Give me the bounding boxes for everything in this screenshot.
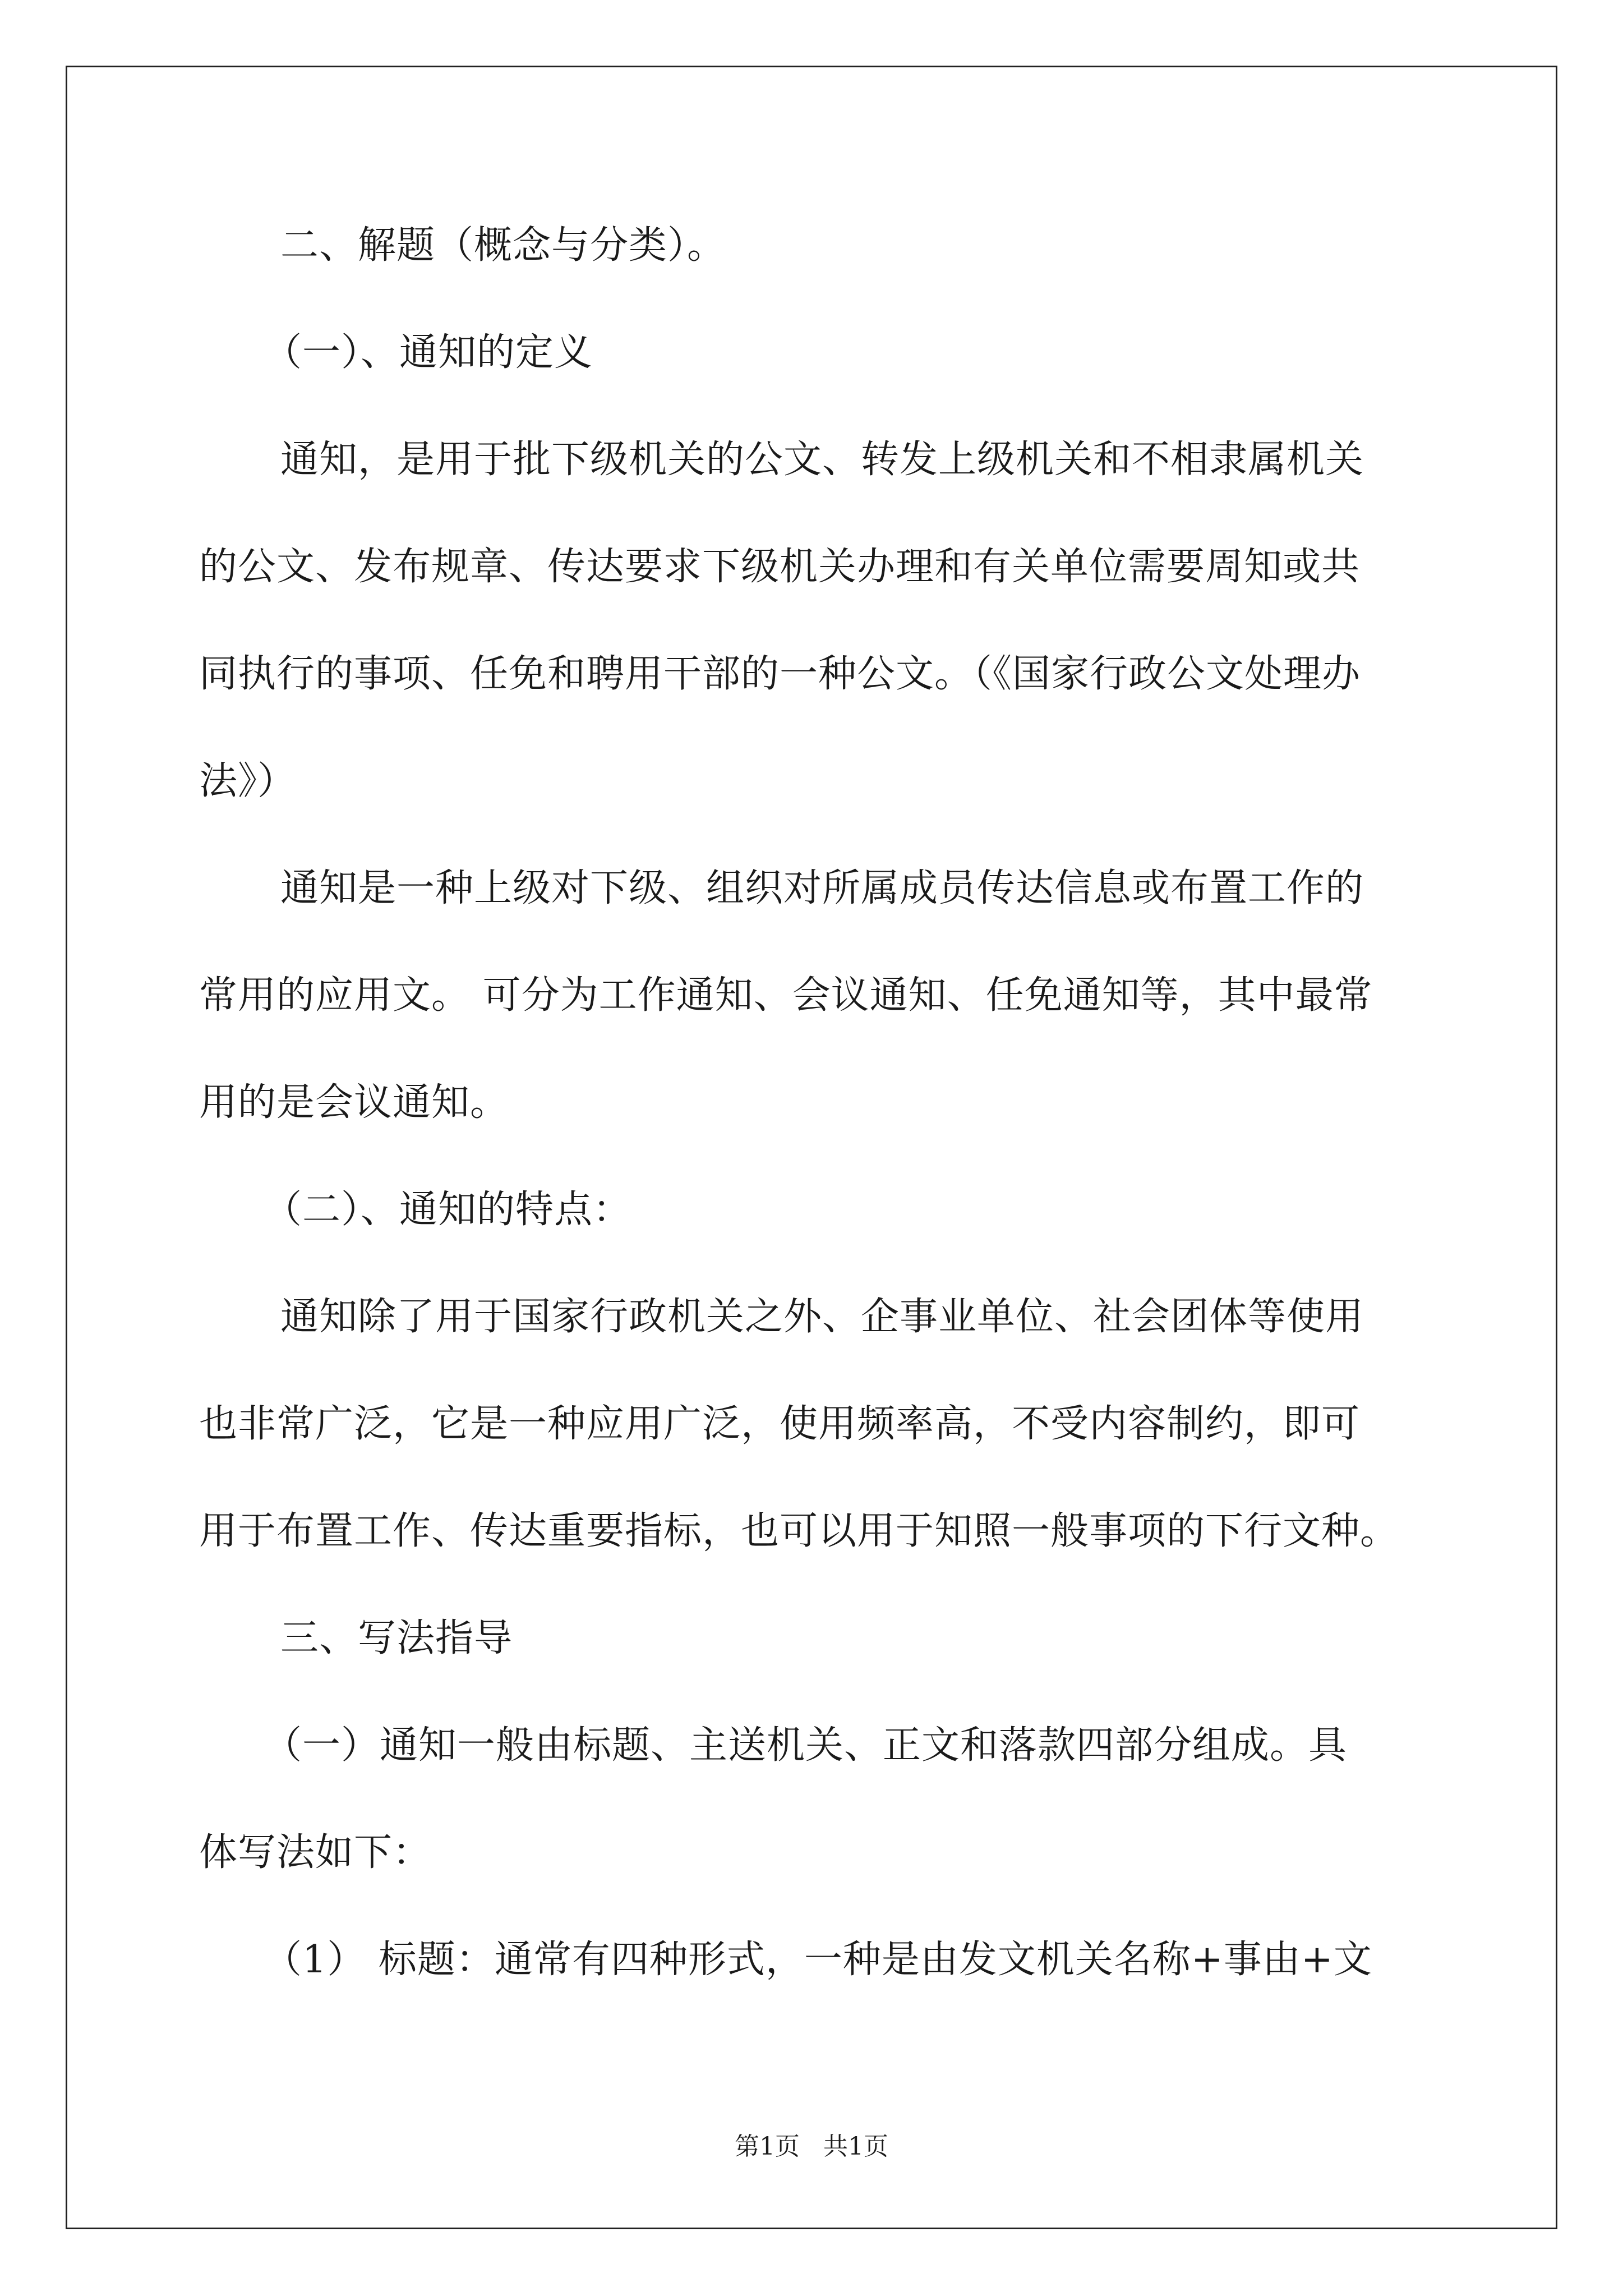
page-border [66,66,1557,2229]
paragraph-line: 通知是一种上级对下级、组织对所属成员传达信息或布置工作的 [280,866,1364,910]
paragraph-line: 也非常广泛，它是一种应用广泛，使用频率高，不受内容制约，即可 [199,1402,1361,1446]
paragraph-line: 用于布置工作、传达重要指标，也可以用于知照一般事项的下行文种。 [199,1509,1399,1553]
page-footer: 第1页 共1页 [735,2132,888,2161]
subheading-definition: （一）、通知的定义 [264,330,593,375]
paragraph-line: 体写法如下： [199,1830,432,1875]
paragraph-line: 用的是会议通知。 [199,1080,509,1125]
section-heading-3: 三、写法指导 [280,1616,513,1660]
section-heading-2: 二、解题（概念与分类）。 [280,223,726,268]
paragraph-line: 法》） [199,759,297,803]
paragraph-line: 常用的应用文。 可分为工作通知、会议通知、任免通知等，其中最常 [199,973,1373,1018]
paragraph-line: （一）通知一般由标题、主送机关、正文和落款四部分组成。具 [264,1723,1348,1768]
paragraph-line: 通知除了用于国家行政机关之外、企事业单位、社会团体等使用 [280,1295,1364,1339]
paragraph-line: （1） 标题：通常有四种形式，一种是由发文机关名称+事由+文 [264,1938,1372,1982]
paragraph-line: 同执行的事项、任免和聘用干部的一种公文。（《国家行政公文处理办 [199,652,1361,696]
paragraph-line: 的公文、发布规章、传达要求下级机关办理和有关单位需要周知或共 [199,545,1361,589]
subheading-features: （二）、通知的特点： [264,1188,632,1232]
paragraph-line: 通知，是用于批下级机关的公文、转发上级机关和不相隶属机关 [280,438,1364,482]
